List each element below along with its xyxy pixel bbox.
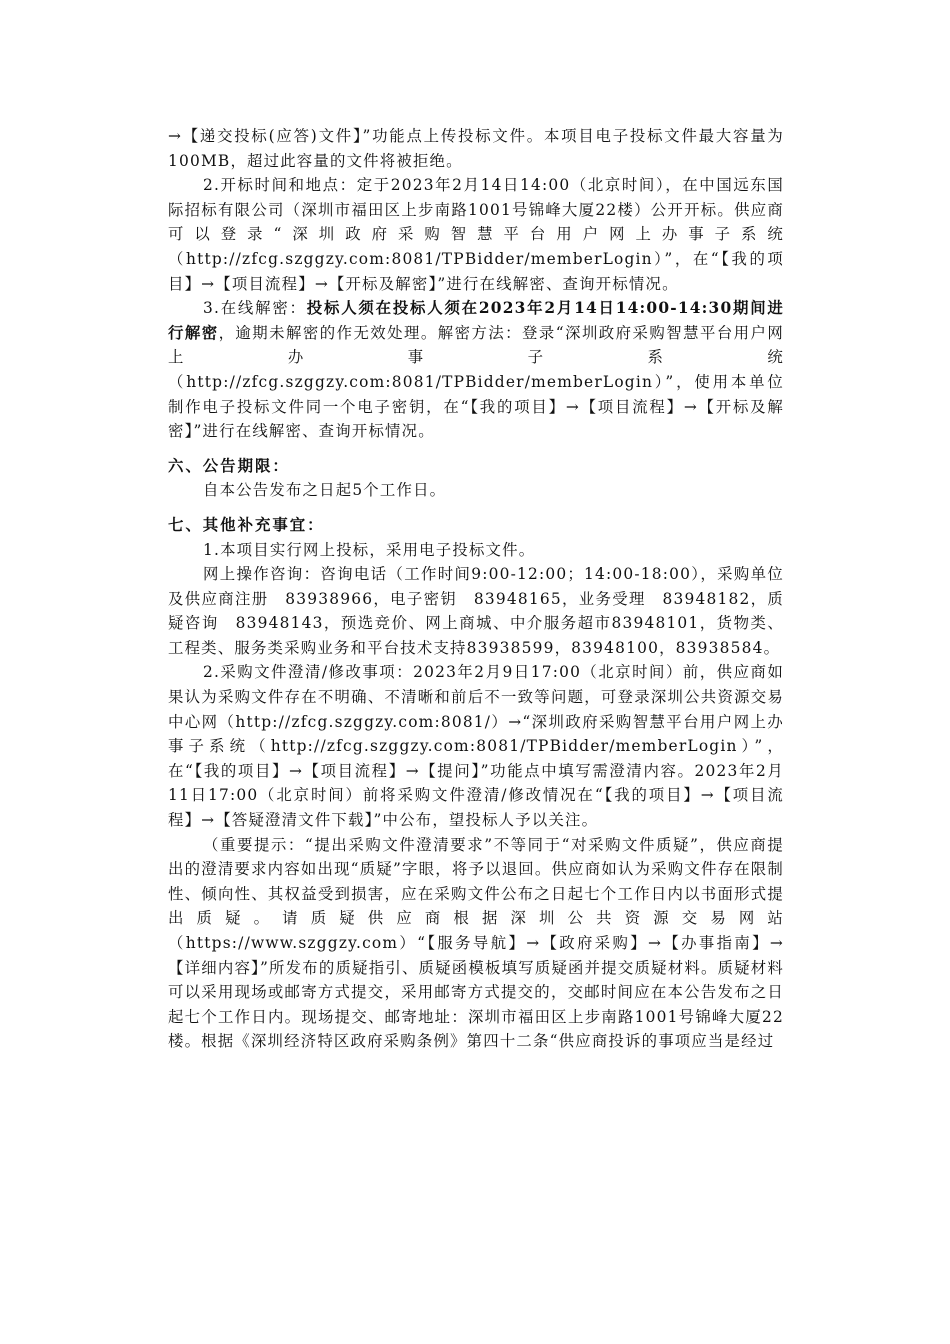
paragraph-contact-phones: 网上操作咨询：咨询电话（工作时间9:00-12:00；14:00-18:00），采购单位及供应商注册 83938966，电子密钥 83948165，业务受理 83948182，质疑咨询 83948143，预选竞价、网上商城、中介服务超市83948101，货物类、工程类、服务类采购业务和平台技术支持83938599，83948100，83938584。 [168, 565, 784, 657]
document-page [168, 124, 784, 1054]
section-heading-announcement-period: 六、公告期限： [168, 456, 290, 475]
section-heading-other-matters: 七、其他补充事宜： [168, 515, 325, 534]
paragraph-online-decryption [168, 296, 784, 444]
decryption-label: 3.在线解密： [203, 299, 307, 318]
paragraph-online-bidding: 1.本项目实行网上投标，采用电子投标文件。 [203, 540, 536, 559]
paragraph-announcement-period: 自本公告发布之日起5个工作日。 [203, 481, 447, 500]
paragraph-important-notice: （重要提示：“提出采购文件澄清要求”不等同于“对采购文件质疑”，供应商提出的澄清要求内容如出现“质疑”字眼，将予以退回。供应商如认为采购文件存在限制性、倾向性、其权益受到损害，应在采购文件公布之日起七个工作日内以书面形式提出质疑。请质疑供应商根据深圳公共资源交易网站（https://www.szggzy.com）“【服务导航】→【政府采购】→【办事指南】→【详细内容】”所发布的质疑指引、质疑函模板填写质疑函并提交质疑材料。质疑材料可以采用现场或邮寄方式提交，采用邮寄方式提交的，交邮时间应在本公告发布之日起七个工作日内。现场提交、邮寄地址：深圳市福田区上步南路1001号锦峰大厦22楼。根据《深圳经济特区政府采购条例》第四十二条“供应商投诉的事项应当是经过 [168, 835, 784, 1051]
decryption-details: ，逾期未解密的作无效处理。解密方法：登录“深圳政府采购智慧平台用户网上办事子系统（http://zfcg.szggzy.com:8081/TPBidder/memberLogin）”，使用本单位制作电子投标文件同一个电子密钥，在“【我的项目】→【项目流程】→【开标及解密】”进行在线解密、查询开标情况。 [168, 323, 784, 441]
paragraph-clarification: 2.采购文件澄清/修改事项：2023年2月9日17:00（北京时间）前，供应商如果认为采购文件存在不明确、不清晰和前后不一致等问题，可登录深圳公共资源交易中心网（http://zfcg.szggzy.com:8081/）→“深圳政府采购智慧平台用户网上办事子系统（http://zfcg.szggzy.com:8081/TPBidder/memberLogin）”，在“【我的项目】→【项目流程】→【提问】”功能点中填写需澄清内容。2023年2月11日17:00（北京时间）前将采购文件澄清/修改情况在“【我的项目】→【项目流程】→【答疑澄清文件下载】”中公布，望投标人予以关注。 [168, 663, 784, 830]
paragraph-upload: →【递交投标(应答)文件】”功能点上传投标文件。本项目电子投标文件最大容量为100MB，超过此容量的文件将被拒绝。 [168, 127, 784, 170]
decryption-deadline: 投标人须在投标人须在2023年2月14日14:00-14:30期间进行解密 [168, 299, 784, 342]
paragraph-bid-opening: 2.开标时间和地点：定于2023年2月14日14:00（北京时间），在中国远东国际招标有限公司（深圳市福田区上步南路1001号锦峰大厦22楼）公开开标。供应商可以登录“深圳政府采购智慧平台用户网上办事子系统（http://zfcg.szggzy.com:8081/TPBidder/memberLogin）”，在“【我的项目】→【项目流程】→【开标及解密】”进行在线解密、查询开标情况。 [168, 176, 784, 293]
